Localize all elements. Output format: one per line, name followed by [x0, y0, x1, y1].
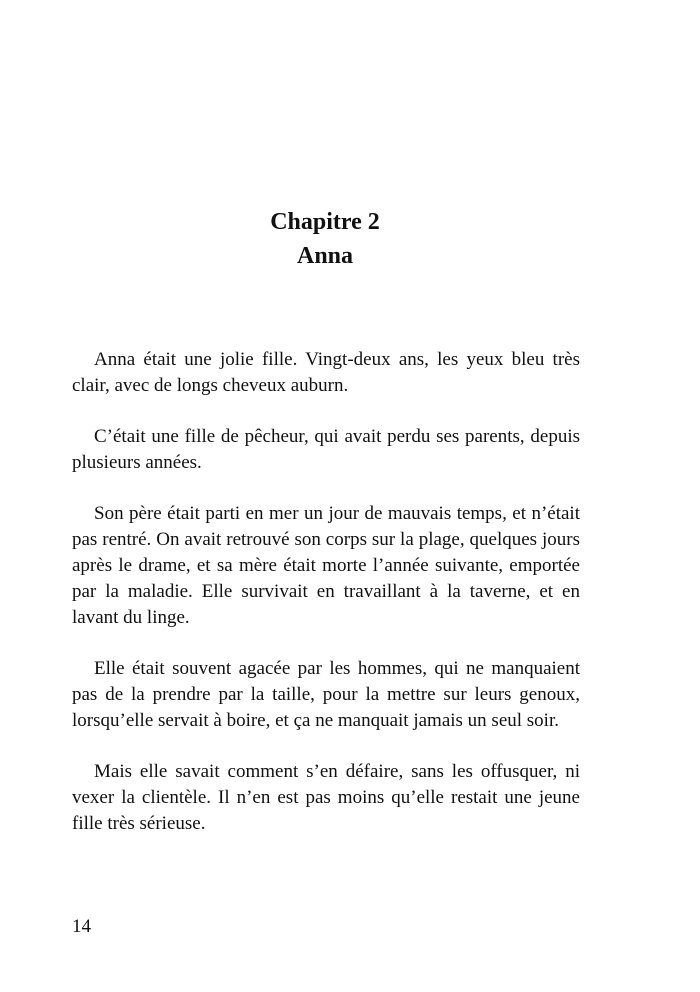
paragraph: Elle était souvent agacée par les hommes, qui ne manquaient pas de la prendre par la taille, pour la mettre sur leurs genoux, lorsqu’elle servait à boire, et ça ne manquait jamais un seul soir.	[72, 658, 580, 731]
chapter-number: Chapitre 2	[270, 209, 380, 235]
paragraph: Son père était parti en mer un jour de mauvais temps, et n’était pas rentré. On avait retrouvé son corps sur la plage, quelques jours après le drame, et sa mère était morte l’année suivante, emportée par la maladie. Elle survivait en travaillant à la taverne, et en lavant du linge.	[72, 503, 580, 628]
paragraph: Anna était une jolie fille. Vingt-deux ans, les yeux bleu très clair, avec de longs cheveux auburn.	[72, 349, 580, 396]
chapter-body	[72, 347, 580, 862]
chapter-title: Anna	[296, 243, 354, 269]
page-number: 14	[72, 916, 91, 937]
paragraph: Mais elle savait comment s’en défaire, sans les offusquer, ni vexer la clientèle. Il n’en est pas moins qu’elle restait une jeune fille très sérieuse.	[72, 761, 580, 834]
paragraph: C’était une fille de pêcheur, qui avait perdu ses parents, depuis plusieurs années.	[72, 426, 580, 473]
